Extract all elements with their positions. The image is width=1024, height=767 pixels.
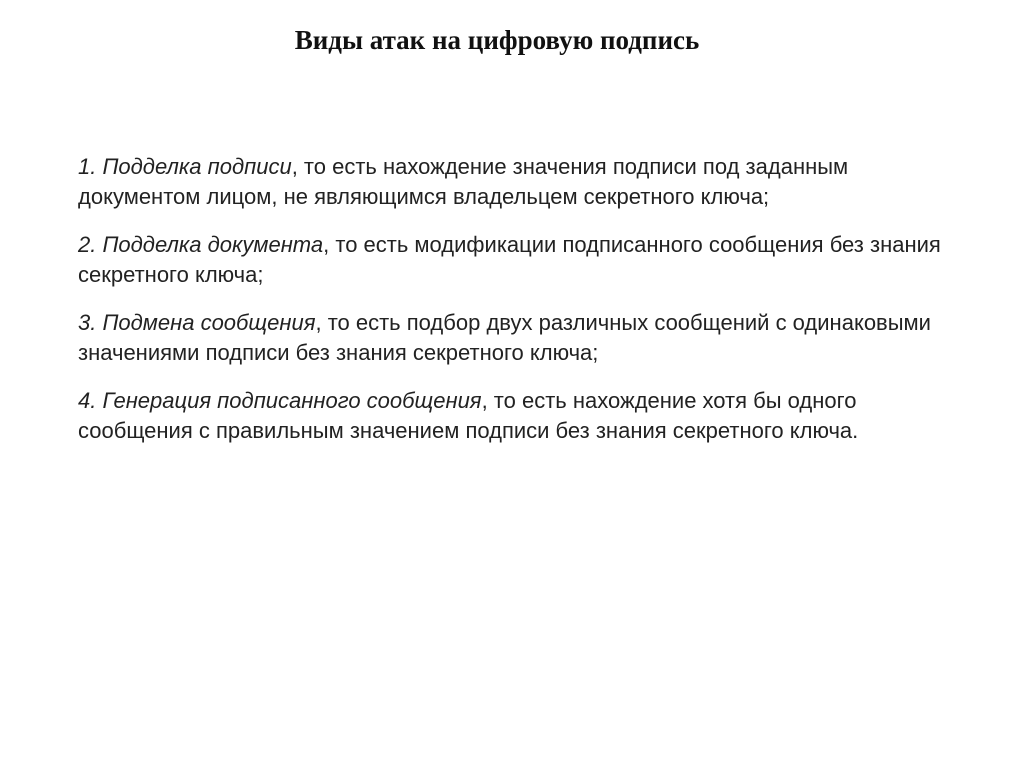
slide-title: Виды атак на цифровую подпись (294, 25, 700, 55)
attack-term: 3. Подмена сообщения (78, 310, 316, 335)
list-item (78, 152, 958, 212)
list-item (78, 386, 958, 446)
attack-description: , то есть подбор двух различных сообщений с одинаковыми значениями подписи без знания секретного ключа; (78, 310, 931, 365)
attack-description: , то есть нахождение значения подписи под заданным документом лицом, не являющимся владельцем секретного ключа; (78, 154, 849, 209)
attack-description: , то есть модификации подписанного сообщения без знания секретного ключа; (78, 232, 941, 287)
attack-types-list (78, 152, 958, 464)
attack-term: 1. Подделка подписи (78, 154, 292, 179)
attack-term: 4. Генерация подписанного сообщения (78, 388, 482, 413)
list-item (78, 230, 958, 290)
list-item (78, 308, 958, 368)
attack-description: , то есть нахождение хотя бы одного сообщения с правильным значением подписи без знания секретного ключа. (78, 388, 859, 443)
attack-term: 2. Подделка документа (78, 232, 324, 257)
